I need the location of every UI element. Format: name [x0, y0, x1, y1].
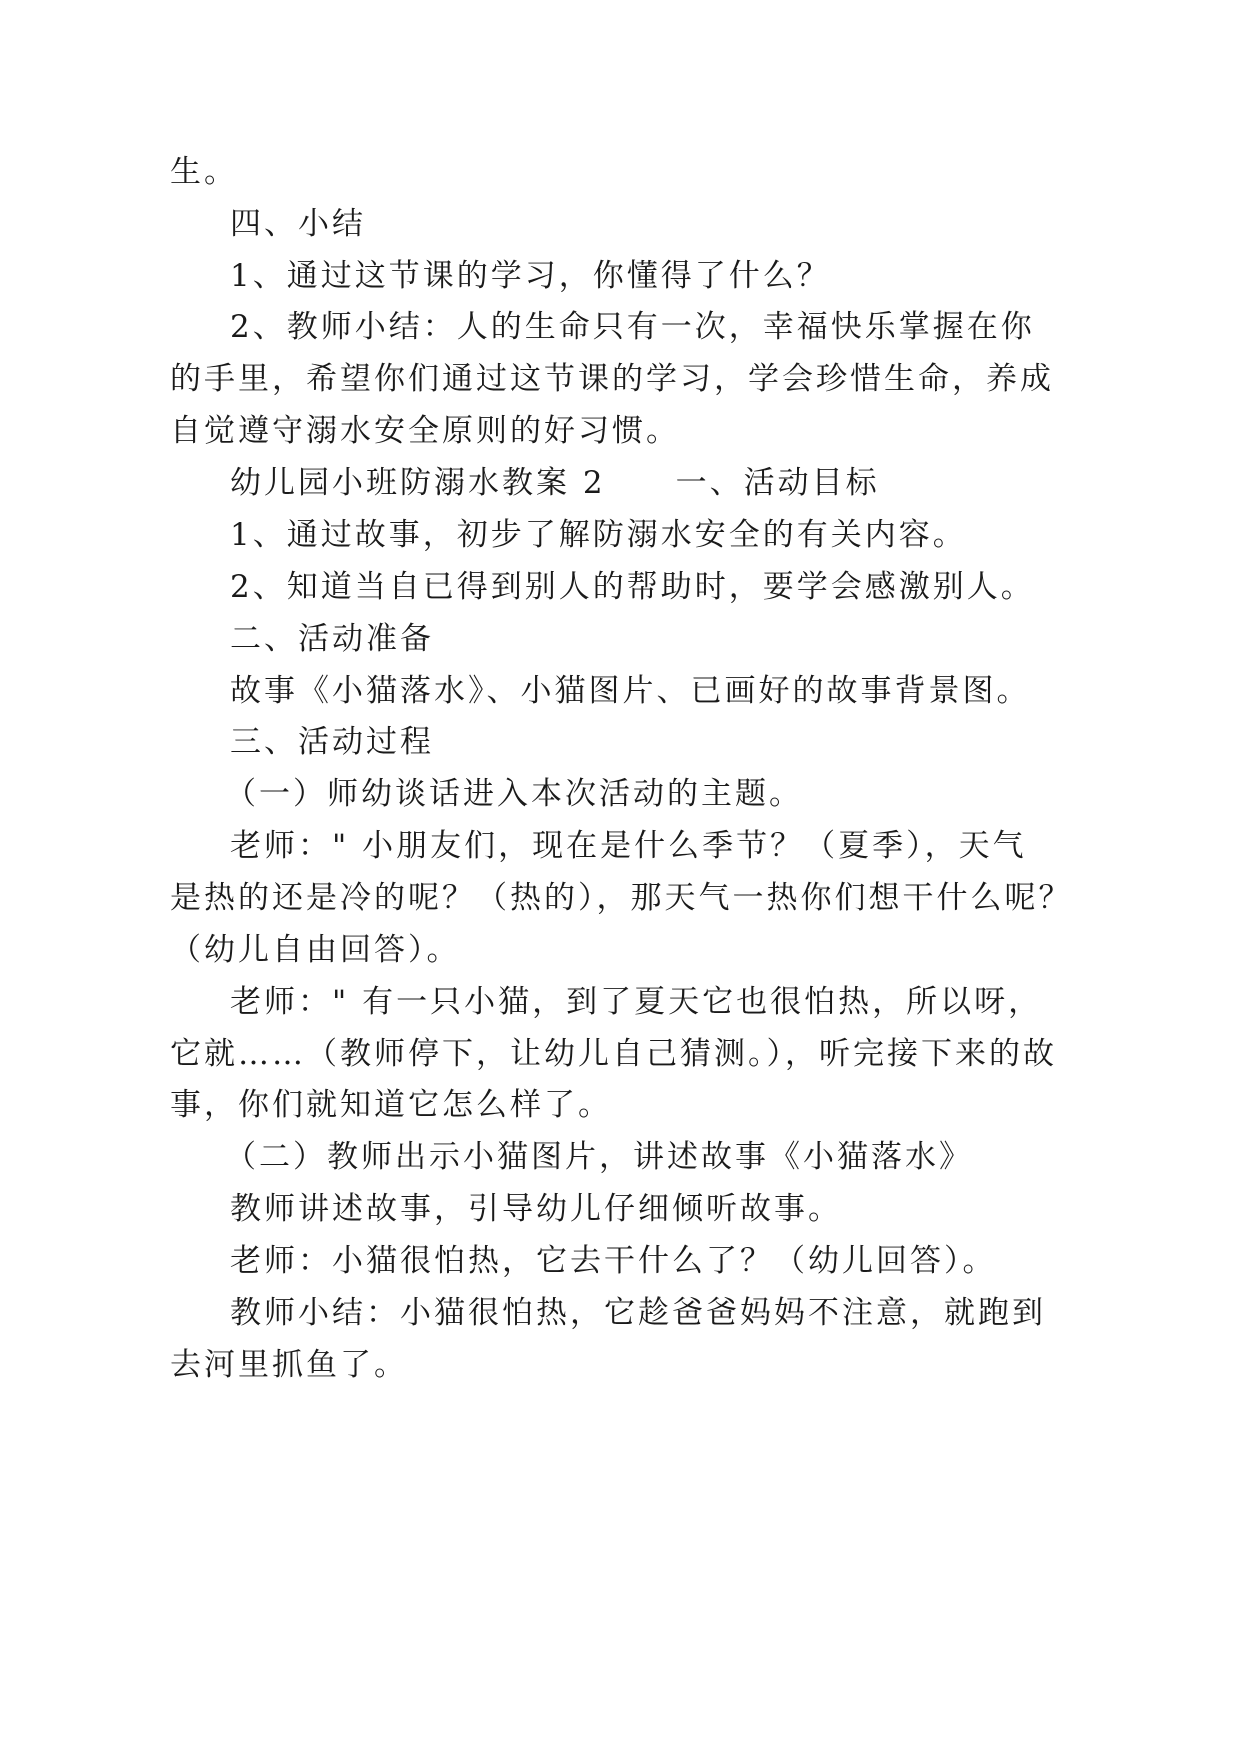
document-title: 幼儿园小班防溺水教案 2	[230, 465, 606, 501]
text-line: （二）教师出示小猫图片，讲述故事《小猫落水》	[225, 1139, 973, 1175]
text-line: 它就……（教师停下，让幼儿自己猜测。），听完接下来的故	[170, 1036, 1057, 1072]
text-line: 1、通过故事，初步了解防溺水安全的有关内容。	[230, 517, 967, 553]
text-line: 教师小结：小猫很怕热，它趁爸爸妈妈不注意，就跑到	[230, 1295, 1046, 1331]
text-line: 生。	[170, 154, 238, 190]
text-line: 是热的还是冷的呢？（热的），那天气一热你们想干什么呢？	[170, 880, 1073, 916]
text-line: 2、知道当自已得到别人的帮助时，要学会感激别人。	[230, 569, 1035, 605]
text-line: 老师：" 有一只小猫，到了夏天它也很怕热，所以呀，	[230, 984, 1043, 1020]
text-line: 自觉遵守溺水安全原则的好习惯。	[170, 413, 680, 449]
text-line: 老师：" 小朋友们，现在是什么季节？（夏季），天气	[230, 828, 1027, 864]
text-line: （一）师幼谈话进入本次活动的主题。	[225, 776, 803, 812]
text-line: （幼儿自由回答）。	[170, 932, 461, 968]
text-line: 2、教师小结：人的生命只有一次，幸福快乐掌握在你	[230, 309, 1035, 345]
text-line: 的手里，希望你们通过这节课的学习，学会珍惜生命，养成	[170, 361, 1054, 397]
section-heading: 二、活动准备	[230, 621, 434, 657]
document-title-line	[230, 463, 880, 503]
text-line: 事，你们就知道它怎么样了。	[170, 1087, 612, 1123]
text-line: 老师：小猫很怕热，它去干什么了？（幼儿回答）。	[230, 1243, 997, 1279]
section-heading: 三、活动过程	[230, 724, 434, 760]
text-line: 去河里抓鱼了。	[170, 1347, 408, 1383]
text-line: 故事《小猫落水》、小猫图片、已画好的故事背景图。	[230, 673, 1031, 709]
text-line: 教师讲述故事，引导幼儿仔细倾听故事。	[230, 1191, 842, 1227]
section-heading: 四、小结	[230, 206, 366, 242]
section-heading: 一、活动目标	[675, 465, 880, 501]
text-line: 1、通过这节课的学习，你懂得了什么？	[230, 258, 831, 294]
